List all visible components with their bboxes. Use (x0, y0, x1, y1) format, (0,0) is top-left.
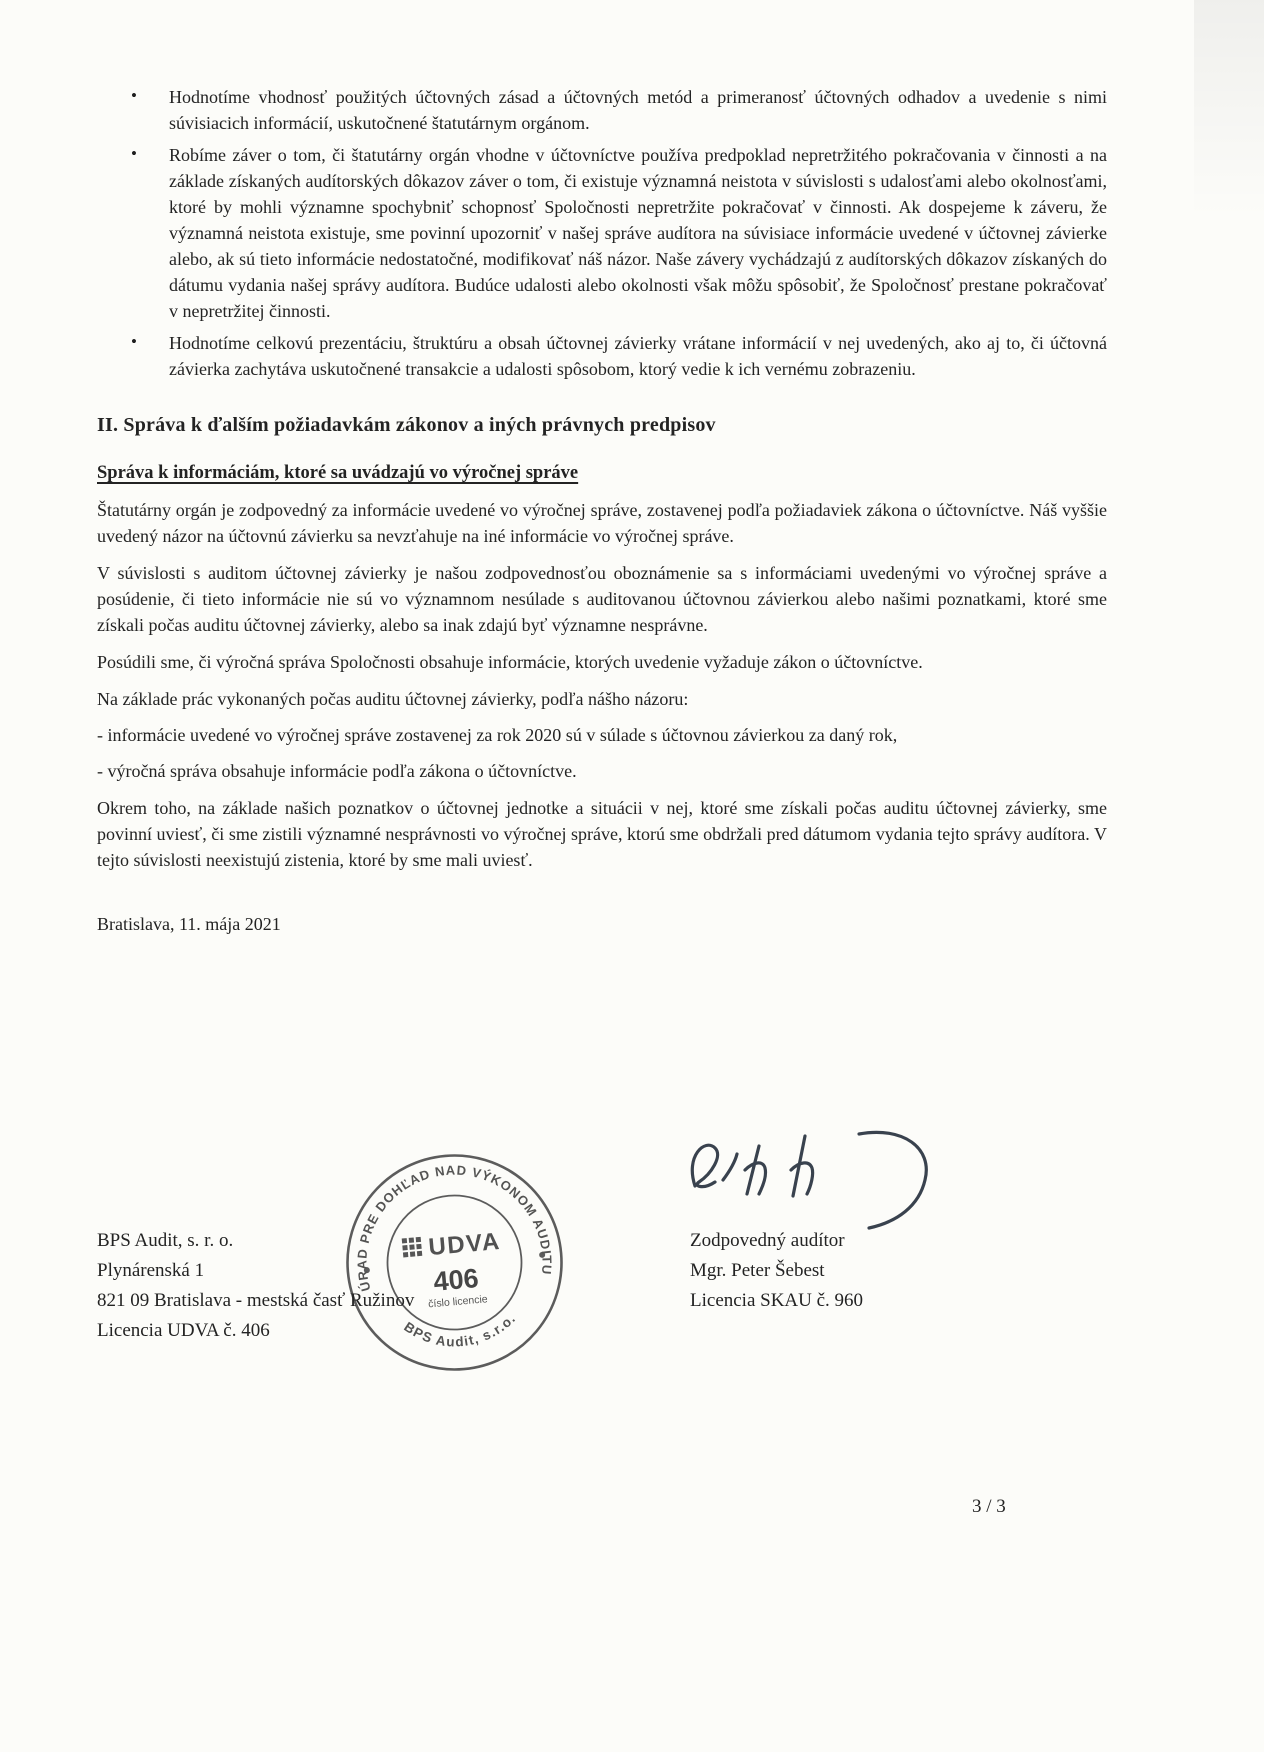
bullet-icon: • (131, 332, 137, 351)
auditor-block (690, 1226, 863, 1316)
signature-stroke (859, 1132, 926, 1228)
stamp-license-label: číslo licencie (427, 1293, 489, 1311)
bullet-icon: • (131, 144, 137, 163)
paragraph: Na základe prác vykonaných počas auditu účtovnej závierky, podľa nášho názoru: (97, 689, 689, 709)
company-block (97, 1226, 414, 1346)
handwritten-signature (655, 1122, 955, 1240)
stamp-ring-text: ÚRAD PRE DOHĽAD NAD VÝKONOM AUDITU (354, 1162, 555, 1293)
bullet-item (97, 84, 1107, 136)
paragraph: Štatutárny orgán je zodpovedný za informácie uvedené vo výročnej správe, zostavenej podľa požiadaviek zákona o účtovníctve. Náš vyššie uvedený názor na účtovnú závierku sa nevzťahuje na iné informácie vo výročnej správe. (97, 500, 1107, 546)
bullet-text: Robíme záver o tom, či štatutárny orgán vhodne v účtovníctve používa predpoklad nepretržitého pokračovania v činnosti a na základe získaných audítorských dôkazov záver o tom, či existuje významná neistota v súvislosti s udalosťami alebo okolnosťami, ktoré by mohli významne spochybniť schopnosť Spoločnosti nepretržite pokračovať v činnosti. Ak dospejeme k záveru, že významná neistota existuje, sme povinní upozorniť v našej správe audítora na súvisiace informácie uvedené v účtovnej závierke alebo, ak sú tieto informácie nedostatočné, modifikovať náš názor. Naše závery vychádzajú z audítorských dôkazov získaných do dátumu vydania našej správy audítora. Budúce udalosti alebo okolnosti však môžu spôsobiť, že Spoločnosť prestane pokračovať v nepretržitej činnosti. (169, 145, 1107, 321)
dash-list-item: - výročná správa obsahuje informácie podľa zákona o účtovníctve. (97, 761, 577, 781)
auditor-role: Zodpovedný audítor (690, 1230, 845, 1251)
bullet-icon: • (131, 86, 137, 105)
stamp-logo-text: UDVA (427, 1227, 502, 1262)
bullet-list (97, 84, 1107, 382)
stamp-license-number: 406 (432, 1263, 480, 1297)
section-heading: II. Správa k ďalším požiadavkám zákonov a iných právnych predpisov (97, 414, 716, 436)
company-city: 821 09 Bratislava - mestská časť Ružinov (97, 1290, 415, 1311)
stamp-bottom-text: BPS Audit, s.r.o. (401, 1310, 519, 1350)
paragraph: V súvislosti s auditom účtovnej závierky je našou zodpovednosťou oboznámenie sa s informáciami uvedenými vo výročnej správe a posúdenie, či tieto informácie nie sú vo významnom nesúlade s auditovanou účtovnou závierkou alebo našimi poznatkami, ktoré sme získali počas auditu účtovnej závierky, alebo sa inak zdajú byť významne nesprávne. (97, 563, 1107, 635)
page-content (97, 84, 1107, 937)
page-number: 3 / 3 (972, 1496, 1006, 1517)
closing-paragraph: Okrem toho, na základe našich poznatkov o účtovnej jednotke a situácii v nej, ktoré sme získali počas auditu účtovnej závierky, sme povinní uviesť, či sme zistili významné nesprávnosti vo výročnej správe, ktorú sme obdržali pred dátumom vydania tejto správy audítora. V tejto súvislosti neexistujú zistenia, ktoré by sme mali uviesť. (97, 798, 1107, 870)
paragraph: Posúdili sme, či výročná správa Spoločnosti obsahuje informácie, ktorých uvedenie vyžaduje zákon o účtovníctve. (97, 652, 923, 672)
signature-stroke (723, 1154, 737, 1180)
subsection-heading: Správa k informáciám, ktoré sa uvádzajú vo výročnej správe (97, 463, 579, 483)
auditor-license: Licencia SKAU č. 960 (690, 1290, 864, 1311)
bullet-item (97, 142, 1107, 324)
svg-text:BPS Audit, s.r.o. (400, 1310, 520, 1355)
bullet-text: Hodnotíme vhodnosť použitých účtovných zásad a účtovných metód a primeranosť účtovných odhadov a uvedenie s nimi súvisiacich informácií, uskutočnené štatutárnym orgánom. (169, 87, 1107, 133)
bullet-text: Hodnotíme celkovú prezentáciu, štruktúru a obsah účtovnej závierky vrátane informácií v nej uvedených, ako aj to, či účtovná závierka zachytáva uskutočnené transakcie a udalosti spôsobom, ktorý vedie k ich vernému zobrazeniu. (169, 333, 1107, 379)
bullet-item (97, 330, 1107, 382)
auditor-name: Mgr. Peter Šebest (690, 1260, 825, 1281)
signature-stroke (692, 1145, 717, 1186)
company-license: Licencia UDVA č. 406 (97, 1320, 270, 1341)
signature-stroke (747, 1146, 759, 1194)
dash-list-item: - informácie uvedené vo výročnej správe zostavenej za rok 2020 sú v súlade s účtovnou závierkou za daný rok, (97, 725, 898, 745)
date-line: Bratislava, 11. mája 2021 (97, 914, 281, 934)
scan-shadow (1194, 0, 1264, 220)
company-street: Plynárenská 1 (97, 1260, 205, 1281)
company-name: BPS Audit, s. r. o. (97, 1230, 234, 1251)
